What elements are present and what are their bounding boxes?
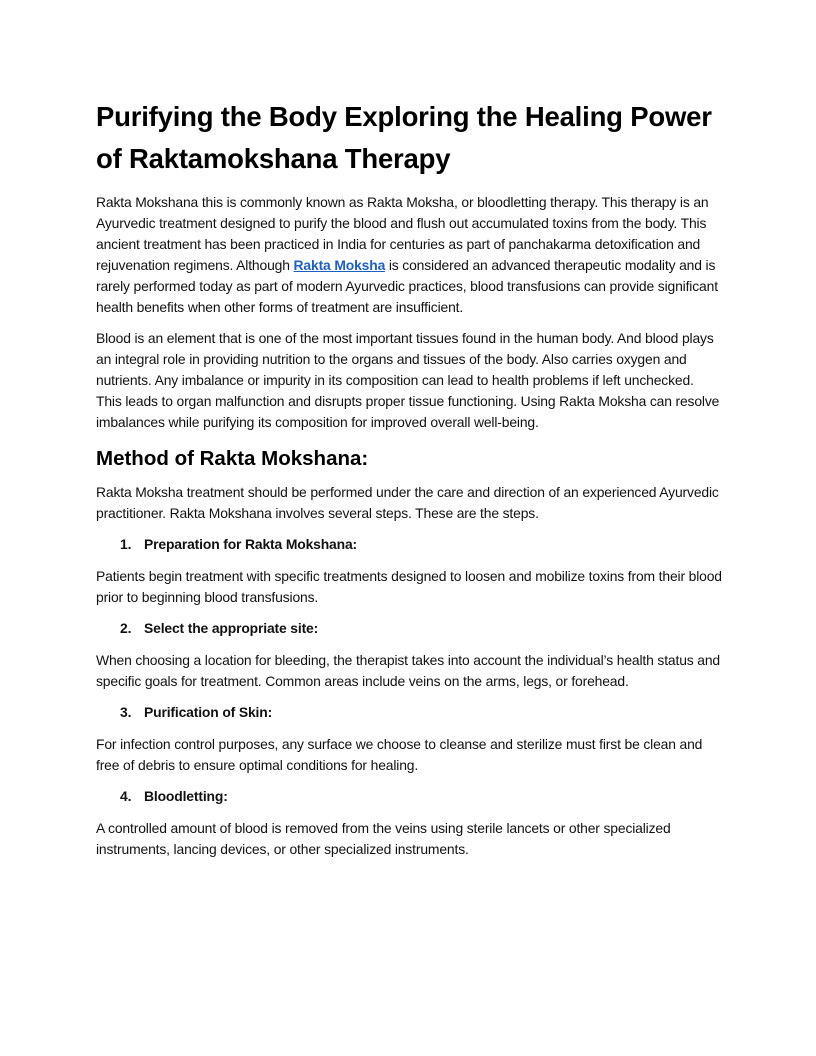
method-heading: Method of Rakta Mokshana: [96, 447, 369, 470]
step-text-2: When choosing a location for bleeding, the therapist takes into account the individual’s health status and specific goals for treatment. Common areas include veins on the arms, legs, or forehead. [96, 652, 720, 689]
document-page [96, 96, 722, 870]
step-title: Preparation for Rakta Mokshana: [144, 536, 358, 552]
step-text-3: For infection control purposes, any surface we choose to cleanse and sterilize must first be clean and free of debris to ensure optimal conditions for healing. [96, 736, 703, 773]
step-heading-2 [96, 618, 722, 639]
method-intro-paragraph: Rakta Moksha treatment should be performed under the care and direction of an experienced Ayurvedic practitioner. Rakta Mokshana involves several steps. These are the steps. [96, 484, 719, 521]
rakta-moksha-link[interactable]: Rakta Moksha [293, 257, 386, 273]
intro-text-after-link: is considered an advanced therapeutic modality and is rarely performed today as part of modern Ayurvedic practices, blood transfusions can provide significant health benefits when other forms of treatment are insufficient. [96, 257, 718, 315]
step-text-1: Patients begin treatment with specific treatments designed to loosen and mobilize toxins from their blood prior to beginning blood transfusions. [96, 568, 722, 605]
step-title: Select the appropriate site: [144, 620, 319, 636]
step-heading-3 [96, 702, 722, 723]
step-number: 3. [120, 704, 132, 720]
step-number: 1. [120, 536, 132, 552]
step-title: Bloodletting: [144, 788, 228, 804]
step-heading-1 [96, 534, 722, 555]
step-number: 2. [120, 620, 132, 636]
intro-paragraph [96, 192, 722, 318]
step-heading-4 [96, 786, 722, 807]
step-title: Purification of Skin: [144, 704, 273, 720]
page-title: Purifying the Body Exploring the Healing Power of Raktamokshana Therapy [96, 101, 712, 174]
step-text-4: A controlled amount of blood is removed from the veins using sterile lancets or other specialized instruments, lancing devices, or other specialized instruments. [96, 820, 671, 857]
step-number: 4. [120, 788, 132, 804]
blood-paragraph: Blood is an element that is one of the most important tissues found in the human body. And blood plays an integral role in providing nutrition to the organs and tissues of the body. Also carries oxygen and nutrients. Any imbalance or impurity in its composition can lead to health problems if left unchecked. This leads to organ malfunction and disrupts proper tissue functioning. Using Rakta Moksha can resolve imbalances while purifying its composition for improved overall well-being. [96, 330, 720, 430]
intro-text-before-link: Rakta Mokshana this is commonly known as Rakta Moksha, or bloodletting therapy. This therapy is an Ayurvedic treatment designed to purify the blood and flush out accumulated toxins from the body. This ancient treatment has been practiced in India for centuries as part of panchakarma detoxification and rejuvenation regimens. Although [96, 194, 709, 273]
